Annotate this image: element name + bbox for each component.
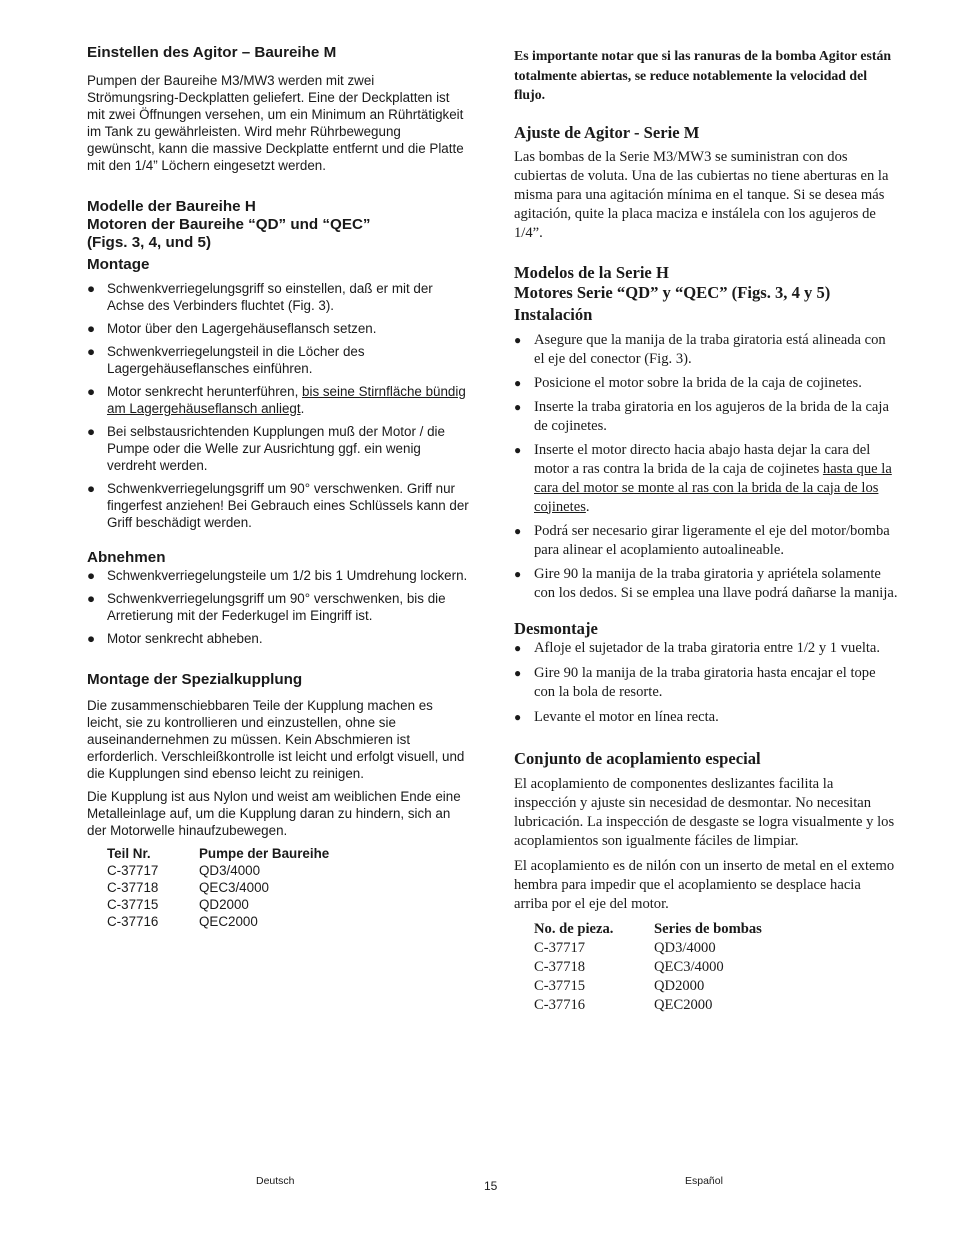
list-item: ● Levante el motor en línea recta. (514, 708, 719, 725)
table-header-row (534, 920, 762, 939)
page-number: 15 (484, 1179, 498, 1193)
coupling-paragraph-1-es: El acoplamiento de componentes deslizantes facilita la inspección y ajuste sin necesidad de desmontar. No necesitan lubricación. La inspección de desgaste se logra visualmente y los acoplamientos son igualmente fáciles de limpiar. (514, 775, 895, 849)
table-row: C-37715 QD2000 (107, 897, 249, 912)
montage-list (87, 280, 469, 531)
removal-heading-de: Abnehmen (87, 549, 166, 566)
table-row: C-37718 QEC3/4000 (107, 880, 269, 895)
table-row: C-37718 QEC3/4000 (534, 958, 724, 975)
bullet-icon: ● (87, 344, 96, 359)
bullet-icon: ● (514, 523, 522, 538)
table-row: C-37717 QD3/4000 (107, 863, 261, 878)
agitor-body-es: Las bombas de la Serie M3/MW3 se suministran con dos cubiertas de voluta. Una de las cubiertas no tiene aberturas en la misma para una agitación mínima en el tanque. Si se desea más agitación, quite la placa maciza e instálela con los agujeros de 1/4”. (514, 148, 889, 241)
german-column (87, 44, 469, 930)
list-item: ● Gire 90 la manija de la traba giratoria hasta encajar el tope con la bola de resorte. (514, 664, 876, 700)
parts-table-de (107, 845, 329, 930)
removal-list-es (514, 639, 898, 727)
underlined-text: hasta que la cara del motor se monte al ras con la brida de la caja de los cojinetes (534, 460, 892, 515)
bullet-icon: ● (87, 424, 96, 439)
removal-list (87, 567, 469, 647)
models-heading-line1: Modelle der Baureihe H (87, 198, 256, 215)
models-heading-es (514, 263, 898, 325)
agitor-heading-es: Ajuste de Agitor - Serie M (514, 122, 700, 142)
models-heading-line2: Motoren der Baureihe “QD” und “QEC” (87, 216, 371, 233)
list-item: ● Afloje el sujetador de la traba giratoria entre 1/2 y 1 vuelta. (514, 639, 881, 656)
coupling-heading-de: Montage der Spezialkupplung (87, 671, 303, 688)
bullet-icon: ● (87, 568, 96, 583)
install-heading: Instalación (514, 304, 593, 324)
bullet-icon: ● (87, 481, 96, 496)
part-number-header: No. de pieza. (534, 920, 614, 937)
bullet-icon: ● (514, 709, 522, 724)
coupling-paragraph-1-de: Die zusammenschiebbaren Teile der Kupplung machen es leicht, sie zu kontrollieren und einzustellen, ohne sie auseinandernehmen zu müssen. Kein Abschmieren ist erforderlich. Verschleißkontrolle ist leicht und erfolgt visuell, und die Kupplungen sind ebenso leicht zu reinigen. (87, 698, 465, 781)
spanish-column (514, 46, 898, 1015)
table-row: C-37715 QD2000 (534, 977, 705, 994)
bullet-icon: ● (87, 384, 96, 399)
table-header-row (107, 845, 329, 862)
removal-heading-es: Desmontaje (514, 618, 598, 638)
list-item: ● Asegure que la manija de la traba giratoria está alineada con el eje del conector (Fig. 3). (514, 331, 886, 367)
list-item: ● Podrá ser necesario girar ligeramente el eje del motor/bomba para alinear el acoplamiento autoalineable. (514, 522, 890, 558)
bullet-icon: ● (514, 640, 522, 655)
pump-series-header: Pumpe der Baureihe (199, 846, 330, 861)
list-item: ● Posicione el motor sobre la brida de la caja de cojinetes. (514, 374, 862, 391)
footer-language-es: Español (685, 1175, 723, 1187)
bullet-icon: ● (87, 591, 96, 606)
agitor-body-de: Pumpen der Baureihe M3/MW3 werden mit zwei Strömungsring-Deckplatten geliefert. Eine der Deckplatten ist mit zwei Öffnungen versehen, um ein Minimum an Rührtätigkeit im Tank zu gewährleisten. Wird mehr Rührbewegung gewünscht, kann die massive Deckplatte entfernt und die Platte mit den 1/4” Löchern eingesetzt werden. (87, 73, 464, 173)
bullet-icon: ● (514, 442, 522, 457)
list-item: ● Motor über den Lagergehäuseflansch setzen. (87, 321, 377, 336)
table-row: C-37717 QD3/4000 (534, 939, 716, 956)
parts-table-es (534, 920, 762, 1015)
list-item: ● Schwenkverriegelungsteil in die Löcher des Lagergehäuseflansches einführen. (87, 344, 365, 376)
table-row: C-37716 QEC2000 (534, 996, 713, 1013)
install-list (514, 331, 898, 603)
pump-series-header: Series de bombas (654, 920, 762, 937)
coupling-heading-es: Conjunto de acoplamiento especial (514, 748, 761, 768)
footer-language-de: Deutsch (256, 1175, 295, 1187)
bullet-icon: ● (514, 665, 522, 680)
coupling-paragraph-2-de: Die Kupplung ist aus Nylon und weist am weiblichen Ende eine Metalleinlage auf, um die Kupplung daran zu hindern, sich an der Motorwelle hinaufzubewegen. (87, 789, 461, 838)
list-item: ● Motor senkrecht abheben. (87, 631, 263, 646)
list-item: ● Schwenkverriegelungsteile um 1/2 bis 1 Umdrehung lockern. (87, 568, 468, 583)
list-item: ● Inserte la traba giratoria en los agujeros de la brida de la caja de cojinetes. (514, 398, 889, 434)
bullet-icon: ● (514, 399, 522, 414)
list-item: ● Motor senkrecht herunterführen, bis seine Stirnfläche bündig am Lagergehäuseflansch anliegt. (87, 384, 466, 416)
list-item: ● Gire 90 la manija de la traba giratoria y apriétela solamente con los dedos. Si se emplea una llave podrá dañarse la manija. (514, 565, 898, 601)
underlined-text: bis seine Stirnfläche bündig am Lagergehäuseflansch anliegt (107, 384, 466, 416)
bullet-icon: ● (87, 321, 96, 336)
models-heading-line1: Modelos de la Serie H (514, 262, 669, 282)
coupling-paragraph-2-es: El acoplamiento es de nilón con un inserto de metal en el extemo hembra para impedir que el acoplamiento se desplace hacia arriba por el eje del motor. (514, 857, 895, 912)
bullet-icon: ● (514, 375, 522, 390)
bullet-icon: ● (514, 566, 522, 581)
list-item: ● Bei selbstausrichtenden Kupplungen muß der Motor / die Pumpe oder die Welle zur Ausrichtung ggf. ein wenig verdreht werden. (87, 424, 445, 473)
models-heading-de (87, 198, 469, 274)
bullet-icon: ● (87, 631, 96, 646)
agitor-heading-de: Einstellen des Agitor – Baureihe M (87, 44, 337, 61)
list-item: ● Schwenkverriegelungsgriff um 90° verschwenken, bis die Arretierung mit der Federkugel im Eingriff ist. (87, 591, 446, 623)
list-item: ● Schwenkverriegelungsgriff so einstellen, daß er mit der Achse des Verbinders fluchtet (Fig. 3). (87, 281, 433, 313)
montage-heading: Montage (87, 256, 150, 273)
list-item: ● Schwenkverriegelungsgriff um 90° verschwenken. Griff nur fingerfest anziehen! Bei Gebrauch eines Schlüssels kann der Griff beschädigt werden. (87, 481, 469, 530)
models-heading-line2: Motores Serie “QD” y “QEC” (Figs. 3, 4 y 5) (514, 282, 831, 302)
flow-note: Es importante notar que si las ranuras de la bomba Agitor están totalmente abiertas, se reduce notablemente la velocidad del flujo. (514, 48, 892, 102)
models-heading-line3: (Figs. 3, 4, und 5) (87, 234, 212, 251)
list-item: ● Inserte el motor directo hacia abajo hasta dejar la cara del motor a ras contra la brida de la caja de cojinetes hasta que la cara del motor se monte al ras con la brida de la caja de los cojinetes. (514, 441, 892, 515)
table-row: C-37716 QEC2000 (107, 914, 258, 929)
bullet-icon: ● (87, 281, 96, 296)
part-number-header: Teil Nr. (107, 846, 151, 861)
bullet-icon: ● (514, 332, 522, 347)
